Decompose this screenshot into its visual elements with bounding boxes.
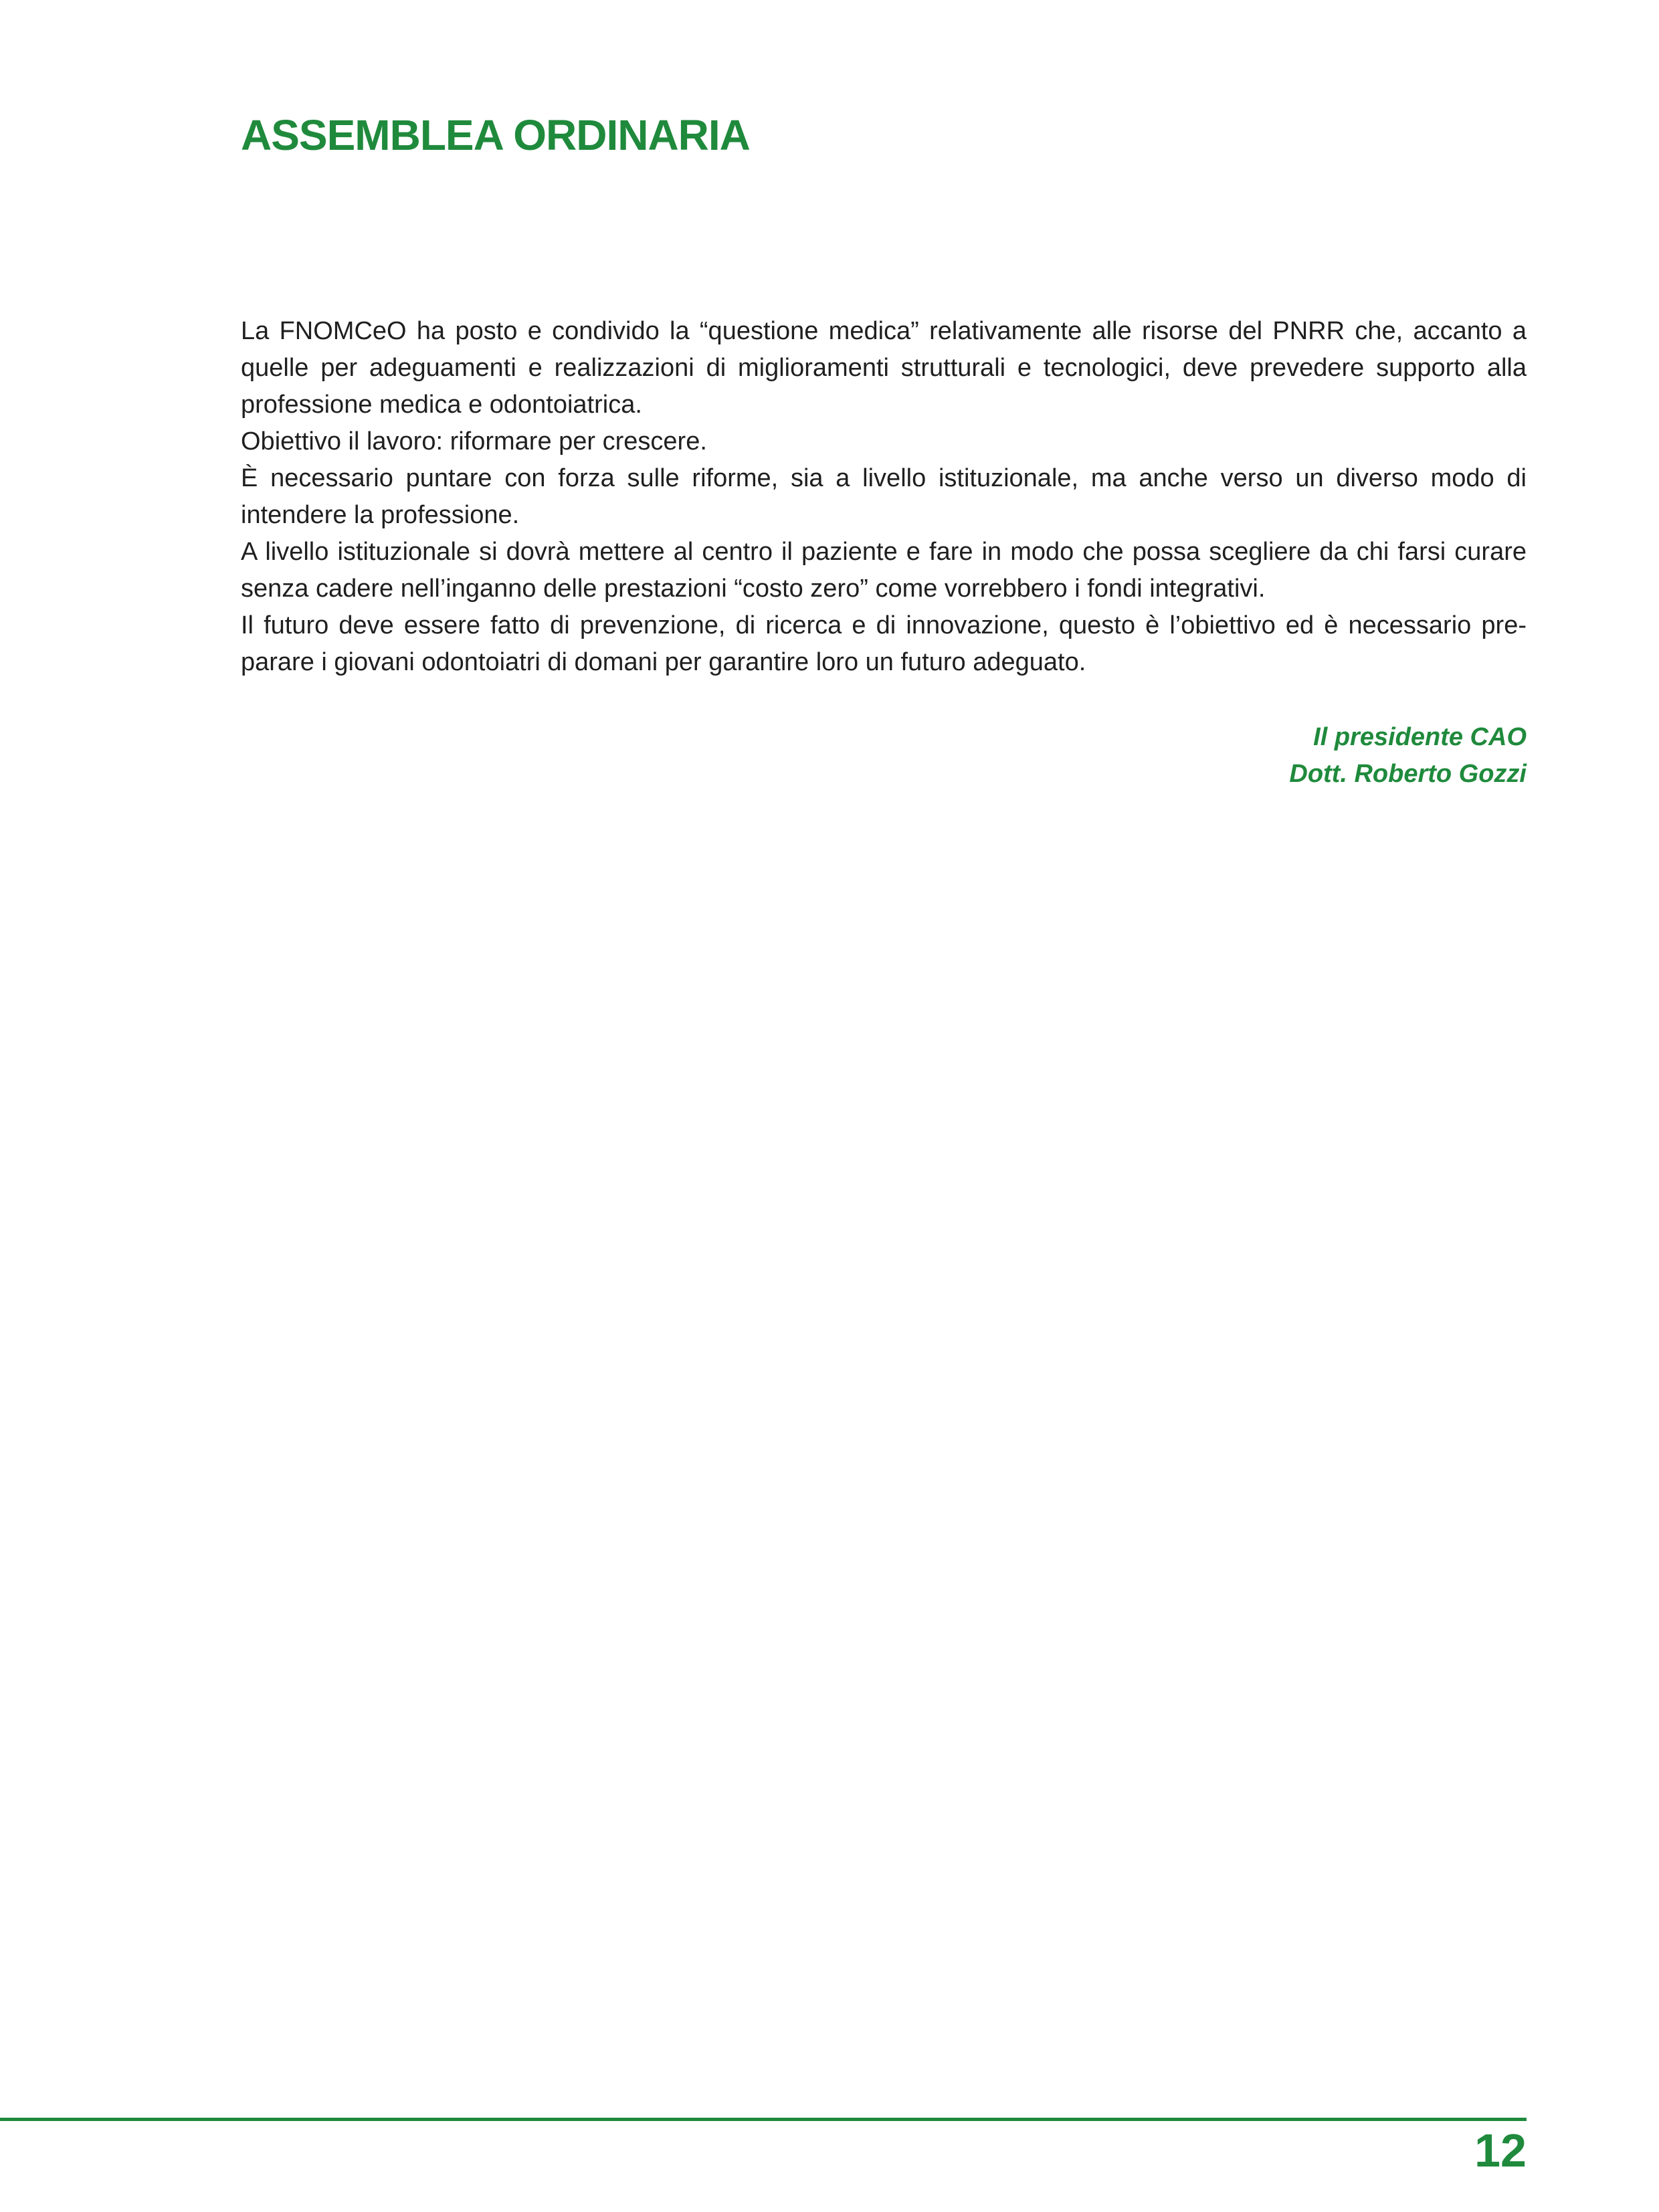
paragraph: A livello istituzionale si dovrà mettere al centro il paziente e fare in modo che possa scegliere da chi farsi curare senza cadere nell’inganno delle prestazioni “costo zero” come vorrebbero i fondi integrativi.	[241, 538, 1527, 603]
page-title: ASSEMBLEA ORDINARIA	[241, 111, 750, 159]
body-text	[241, 313, 1527, 681]
signature-name: Dott. Roberto Gozzi	[1289, 760, 1527, 788]
page-number: 12	[1474, 2124, 1527, 2177]
signature-role: Il presidente CAO	[1313, 723, 1527, 751]
signature-block	[1289, 719, 1527, 793]
paragraph: Il futuro deve essere fatto di prevenzione, di ricerca e di innovazione, questo è l’obiettivo ed è necessario preparare i giovani odontoiatri di domani per garantire loro un futuro adeguato.	[241, 611, 1527, 676]
footer-divider	[0, 2118, 1527, 2121]
paragraph: È necessario puntare con forza sulle riforme, sia a livello istituzionale, ma anche verso un diverso modo di intendere la professione.	[241, 464, 1527, 529]
paragraph: La FNOMCeO ha posto e condivido la “questione medica” relativamente alle risorse del PNRR che, accanto a quelle per adeguamenti e realizzazioni di miglioramenti strutturali e tecnologici, deve prevedere supporto alla professione medica e odontoiatrica.	[241, 317, 1527, 419]
paragraph: Obiettivo il lavoro: riformare per crescere.	[241, 427, 707, 456]
